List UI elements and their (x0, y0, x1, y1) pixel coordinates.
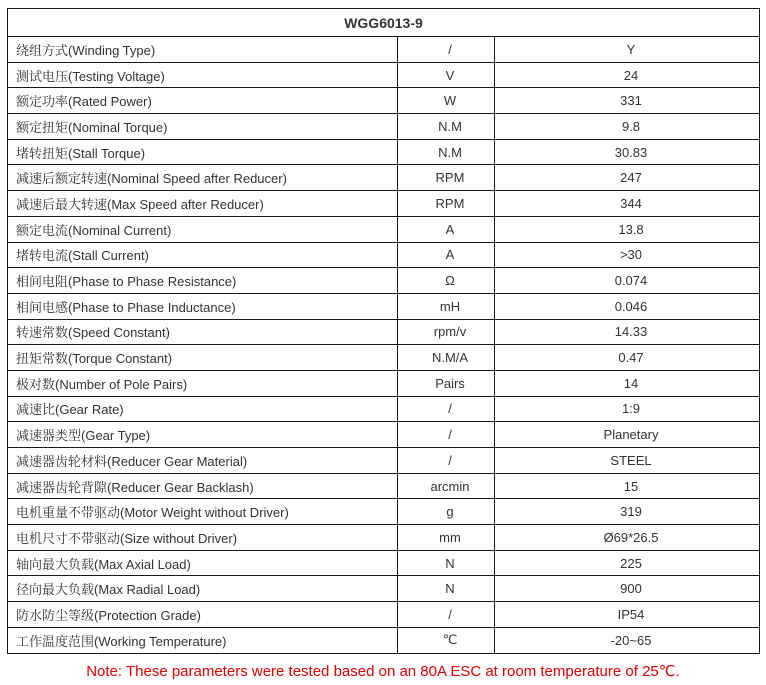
table-row (8, 293, 760, 319)
table-row (8, 422, 760, 448)
table-header-row (8, 9, 760, 37)
value-cell: 24 (495, 62, 760, 88)
param-cell: 堵转电流(Stall Current) (8, 242, 398, 268)
table-row (8, 627, 760, 653)
unit-cell: N.M (398, 114, 495, 140)
unit-cell: / (398, 396, 495, 422)
table-row (8, 345, 760, 371)
param-cell: 防水防尘等级(Protection Grade) (8, 602, 398, 628)
unit-cell: rpm/v (398, 319, 495, 345)
param-cell: 极对数(Number of Pole Pairs) (8, 370, 398, 396)
unit-cell: A (398, 216, 495, 242)
value-cell: STEEL (495, 448, 760, 474)
value-cell: 900 (495, 576, 760, 602)
param-cell: 工作温度范围(Working Temperature) (8, 627, 398, 653)
unit-cell: ℃ (398, 627, 495, 653)
value-cell: Y (495, 37, 760, 63)
value-cell: 9.8 (495, 114, 760, 140)
value-cell: 13.8 (495, 216, 760, 242)
value-cell: Ø69*26.5 (495, 525, 760, 551)
param-cell: 电机尺寸不带驱动(Size without Driver) (8, 525, 398, 551)
param-cell: 减速器齿轮背隙(Reducer Gear Backlash) (8, 473, 398, 499)
unit-cell: V (398, 62, 495, 88)
value-cell: -20~65 (495, 627, 760, 653)
param-cell: 减速后额定转速(Nominal Speed after Reducer) (8, 165, 398, 191)
table-row (8, 602, 760, 628)
unit-cell: N.M/A (398, 345, 495, 371)
value-cell: 319 (495, 499, 760, 525)
unit-cell: N (398, 550, 495, 576)
unit-cell: mm (398, 525, 495, 551)
spec-table (7, 8, 760, 654)
param-cell: 减速比(Gear Rate) (8, 396, 398, 422)
value-cell: 0.046 (495, 293, 760, 319)
param-cell: 相间电感(Phase to Phase Inductance) (8, 293, 398, 319)
value-cell: Planetary (495, 422, 760, 448)
table-body (8, 37, 760, 654)
table-row (8, 319, 760, 345)
value-cell: 331 (495, 88, 760, 114)
unit-cell: Ω (398, 268, 495, 294)
table-row (8, 499, 760, 525)
value-cell: 15 (495, 473, 760, 499)
param-cell: 减速后最大转速(Max Speed after Reducer) (8, 191, 398, 217)
param-cell: 轴向最大负载(Max Axial Load) (8, 550, 398, 576)
unit-cell: Pairs (398, 370, 495, 396)
unit-cell: RPM (398, 191, 495, 217)
table-row (8, 525, 760, 551)
table-row (8, 268, 760, 294)
table-row (8, 396, 760, 422)
param-cell: 绕组方式(Winding Type) (8, 37, 398, 63)
unit-cell: / (398, 448, 495, 474)
table-row (8, 37, 760, 63)
table-row (8, 62, 760, 88)
table-row (8, 550, 760, 576)
param-cell: 相间电阻(Phase to Phase Resistance) (8, 268, 398, 294)
unit-cell: g (398, 499, 495, 525)
param-cell: 径向最大负载(Max Radial Load) (8, 576, 398, 602)
unit-cell: RPM (398, 165, 495, 191)
table-row (8, 191, 760, 217)
table-title: WGG6013-9 (8, 9, 760, 37)
unit-cell: / (398, 422, 495, 448)
unit-cell: / (398, 37, 495, 63)
value-cell: 1:9 (495, 396, 760, 422)
unit-cell: A (398, 242, 495, 268)
table-row (8, 448, 760, 474)
param-cell: 转速常数(Speed Constant) (8, 319, 398, 345)
param-cell: 扭矩常数(Torque Constant) (8, 345, 398, 371)
unit-cell: N.M (398, 139, 495, 165)
value-cell: 30.83 (495, 139, 760, 165)
table-row (8, 165, 760, 191)
table-row (8, 473, 760, 499)
param-cell: 额定功率(Rated Power) (8, 88, 398, 114)
table-row (8, 88, 760, 114)
value-cell: 14.33 (495, 319, 760, 345)
param-cell: 减速器齿轮材料(Reducer Gear Material) (8, 448, 398, 474)
param-cell: 额定电流(Nominal Current) (8, 216, 398, 242)
test-note: Note: These parameters were tested based on an 80A ESC at room temperature of 25℃. (86, 663, 680, 680)
value-cell: 0.47 (495, 345, 760, 371)
unit-cell: W (398, 88, 495, 114)
param-cell: 堵转扭矩(Stall Torque) (8, 139, 398, 165)
table-row (8, 114, 760, 140)
value-cell: IP54 (495, 602, 760, 628)
param-cell: 减速器类型(Gear Type) (8, 422, 398, 448)
value-cell: 247 (495, 165, 760, 191)
value-cell: 0.074 (495, 268, 760, 294)
param-cell: 测试电压(Testing Voltage) (8, 62, 398, 88)
unit-cell: N (398, 576, 495, 602)
table-row (8, 370, 760, 396)
value-cell: 225 (495, 550, 760, 576)
table-row (8, 139, 760, 165)
unit-cell: arcmin (398, 473, 495, 499)
value-cell: 344 (495, 191, 760, 217)
param-cell: 电机重量不带驱动(Motor Weight without Driver) (8, 499, 398, 525)
spec-table-container (7, 8, 760, 654)
value-cell: 14 (495, 370, 760, 396)
unit-cell: / (398, 602, 495, 628)
value-cell: >30 (495, 242, 760, 268)
param-cell: 额定扭矩(Nominal Torque) (8, 114, 398, 140)
table-row (8, 242, 760, 268)
table-row (8, 576, 760, 602)
table-row (8, 216, 760, 242)
unit-cell: mH (398, 293, 495, 319)
